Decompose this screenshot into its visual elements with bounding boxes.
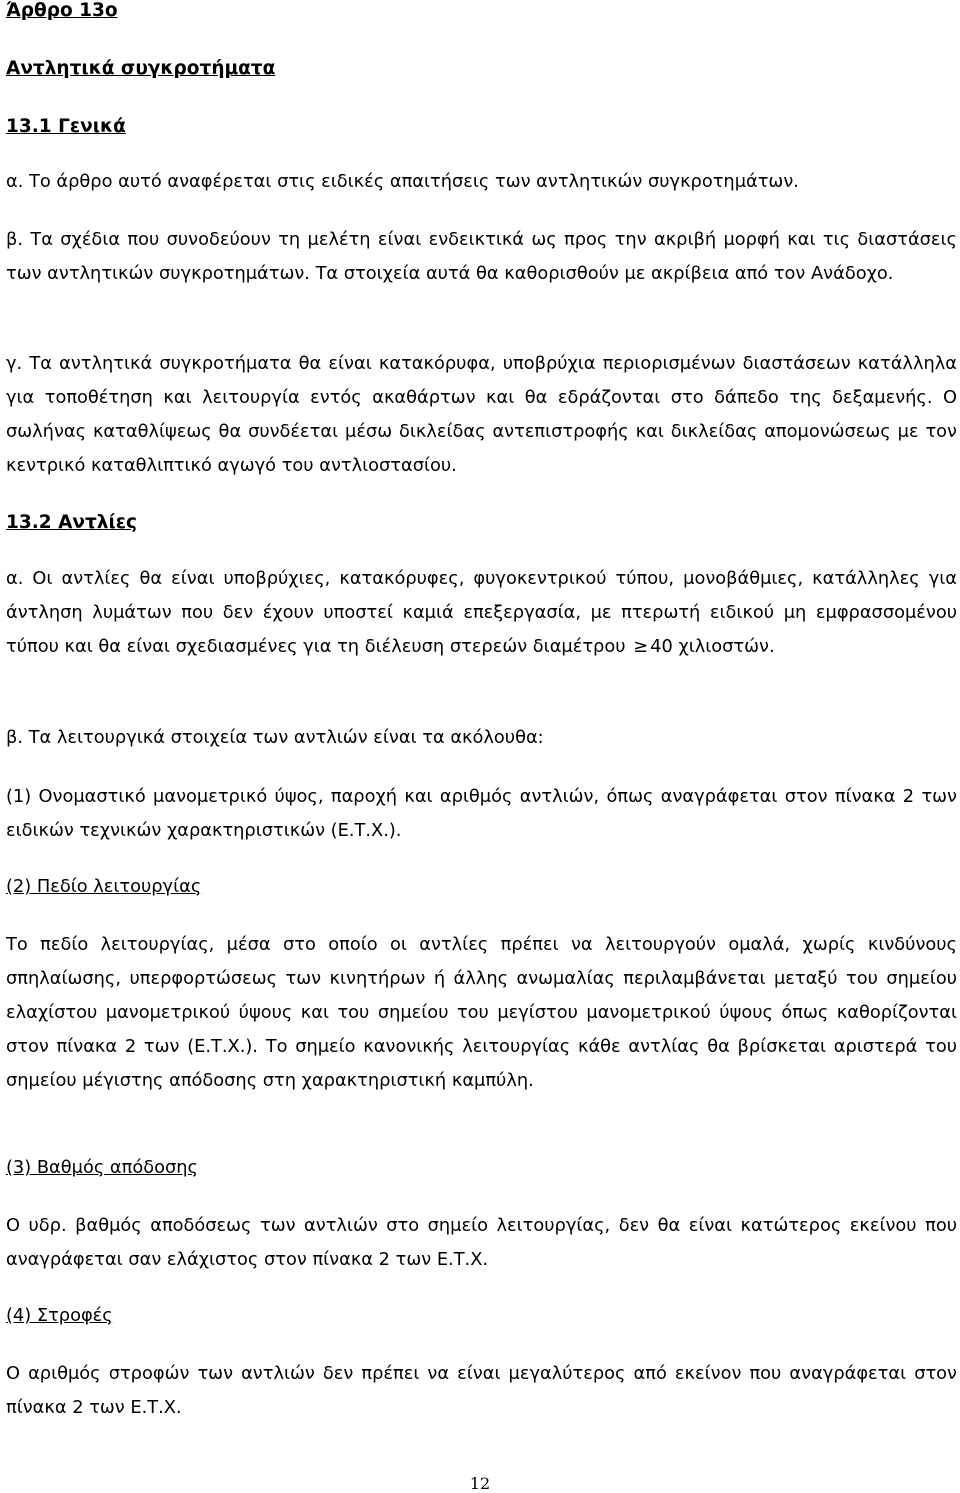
list-item-4-text: Ο αριθμός στροφών των αντλιών δεν πρέπει να είναι μεγαλύτερος από εκείνον που αναγράφεται στον πίνακα 2 των Ε.Τ.Χ.: [6, 1363, 957, 1418]
article-title: Άρθρο 13ο: [6, 0, 118, 21]
list-item-2-heading: (2) Πεδίο λειτουργίας: [6, 876, 202, 897]
page-number: 12: [469, 1474, 491, 1493]
list-item-3-text: Ο υδρ. βαθμός αποδόσεως των αντλιών στο σημείο λειτουργίας, δεν θα είναι κατώτερος εκείνου που αναγράφεται σαν ελάχιστος στον πίνακα 2 των Ε.Τ.Χ.: [6, 1215, 957, 1270]
article-subtitle: Αντλητικά συγκροτήματα: [6, 58, 276, 79]
list-item-4-heading: (4) Στροφές: [6, 1305, 113, 1326]
list-item-3-heading: (3) Βαθμός απόδοσης: [6, 1157, 198, 1178]
paragraph-13-1-a: α. Το άρθρο αυτό αναφέρεται στις ειδικές απαιτήσεις των αντλητικών συγκροτημάτων.: [6, 171, 799, 192]
section-13-2-heading: 13.2 Αντλίες: [6, 512, 137, 533]
paragraph-13-1-c: γ. Τα αντλητικά συγκροτήματα θα είναι κατακόρυφα, υποβρύχια περιορισμένων διαστάσεων κατάλληλα για τοποθέτηση και λειτουργία εντός ακαθάρτων και θα εδράζονται στο δάπεδο της δεξαμενής. Ο σωλήνας καταθλίψεως θα συνδέεται μέσω δικλείδας αντεπιστροφής και δικλείδας απομονώσεως με τον κεντρικό καταθλιπτικό αγωγό του αντλιοστασίου.: [6, 353, 957, 476]
list-item-1: (1) Ονομαστικό μανομετρικό ύψος, παροχή και αριθμός αντλιών, όπως αναγράφεται στον πίνακα 2 των ειδικών τεχνικών χαρακτηριστικών (Ε.Τ.Χ.).: [6, 786, 957, 841]
paragraph-13-1-b: β. Τα σχέδια που συνοδεύουν τη μελέτη είναι ενδεικτικά ως προς την ακριβή μορφή και τις διαστάσεις των αντλητικών συγκροτημάτων. Τα στοιχεία αυτά θα καθορισθούν με ακρίβεια από τον Ανάδοχο.: [6, 229, 957, 284]
paragraph-13-2-a: [6, 562, 957, 664]
paragraph-13-2-a-text: α. Οι αντλίες θα είναι υποβρύχιες, κατακόρυφες, φυγοκεντρικού τύπου, μονοβάθμιες, κατάλληλες για άντληση λυμάτων που δεν έχουν υποστεί καμιά επεξεργασία, με πτερωτή ειδικού μη εμφρασσομένου τύπου και θα είναι σχεδιασμένες για τη διέλευση στερεών διαμέτρου: [6, 568, 957, 657]
greater-equal-symbol: ≥: [633, 636, 649, 657]
list-item-2-text: Το πεδίο λειτουργίας, μέσα στο οποίο οι αντλίες πρέπει να λειτουργούν ομαλά, χωρίς κινδύνους σπηλαίωσης, υπερφορτώσεως των κινητήρων ή άλλης ανωμαλίας περιλαμβάνεται μεταξύ του σημείου ελαχίστου μανομετρικού ύψους και του σημείου του μεγίστου μανομετρικού ύψους όπως καθορίζονται στον πίνακα 2 των (Ε.Τ.Χ.). Το σημείο κανονικής λειτουργίας κάθε αντλίας θα βρίσκεται αριστερά του σημείου μέγιστης απόδοσης στη χαρακτηριστική καμπύλη.: [6, 934, 957, 1091]
paragraph-13-2-b: β. Τα λειτουργικά στοιχεία των αντλιών είναι τα ακόλουθα:: [6, 727, 544, 748]
section-13-1-heading: 13.1 Γενικά: [6, 116, 126, 137]
paragraph-13-2-a-tail: 40 χιλιοστών.: [650, 636, 775, 657]
